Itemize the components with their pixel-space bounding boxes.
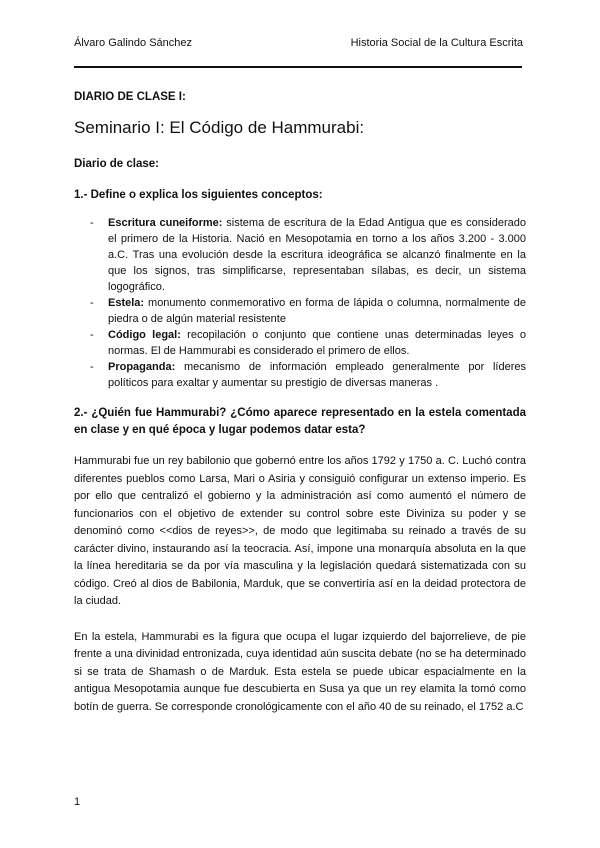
paragraph-1: Hammurabi fue un rey babilonio que gobernó entre los años 1792 y 1750 a. C. Luchó contra diferentes pueblos como Larsa, Mari o Asiria y consiguió configurar un extenso imperio. Es por ello que centralizó el gobierno y la administración así como aumentó el número de funcionarios con el objetivo de extender su control sobre este Divinizа su poder y se denominó como <<dios de reyes>>, de modo que legitimaba su reinado a través de su carácter divino, instaurando así la teocracia. Así, impone una monarquía absoluta en la que la línea hereditaria se da por vía masculina y la legislación quedará sistematizada con su código. Creó al dios de Babilonia, Marduk, que se convertiría así en la deidad protectora de la ciudad. [74,455,526,607]
header-divider [74,66,522,68]
definition-term: Estela: [108,297,145,309]
paragraph-2: En la estela, Hammurabi es la figura que ocupa el lugar izquierdo del bajorrelieve, de pie frente a una divinidad entronizada, cuya identidad aún suscita debate (no se ha determinado si se trata de Shamash o de Marduk. Esta estela se puede ubicar espacialmente en la antigua Mesopotamia aunque fue descubierta en Susa ya que un rey elamita la tomó como botín de guerra. Se corresponde cronológicamente con el año 40 de su reinado, el 1752 a.C [74,630,526,713]
page-title: Seminario I: El Código de Hammurabi: [74,118,365,137]
header-course: Historia Social de la Cultura Escrita [350,37,523,49]
list-item [74,327,526,359]
definitions-list [74,215,526,391]
definition-term: Propaganda: [108,361,176,373]
definition-text: sistema de escritura de la Edad Antigua que es considerado el primero de la Historia. Nació en Mesopotamia en torno a los años 3.200 - 3.000 a.C. Tras una evolución desde la escritura ideográfica se alcanzó finalmente en la que los signos, tras simplificarse, representaban sílabas, es decir, un sistema logográfico. [108,217,527,293]
list-bullet: - [90,329,94,341]
definition-text: recopilación o conjunto que contiene unas determinadas leyes o normas. El de Hammurabi es considerado el primero de ellos. [108,329,526,357]
list-bullet: - [90,361,94,373]
list-item [74,295,526,327]
header-author: Álvaro Galindo Sánchez [74,37,193,49]
definition-term: Escritura cuneiforme: [108,217,223,229]
subtitle: Diario de clase: [74,158,160,170]
definition-text: monumento conmemorativo en forma de lápida o columna, normalmente de piedra o de algún material resistente [108,297,526,325]
section-label: DIARIO DE CLASE I: [74,91,186,103]
definition-text: mecanismo de información empleado generalmente por líderes políticos para exaltar y aumentar su prestigio de diversas maneras . [108,361,526,389]
question-1: 1.- Define o explica los siguientes conceptos: [74,189,323,201]
question-2: 2.- ¿Quién fue Hammurabi? ¿Cómo aparece representado en la estela comentada en clase y en qué época y lugar podemos datar esta? [74,407,526,436]
document-body [74,91,526,716]
page-number: 1 [74,796,81,808]
list-item [74,359,526,391]
definition-term: Código legal: [108,329,181,341]
list-item [74,215,526,295]
list-bullet: - [90,297,94,309]
list-bullet: - [90,217,94,229]
